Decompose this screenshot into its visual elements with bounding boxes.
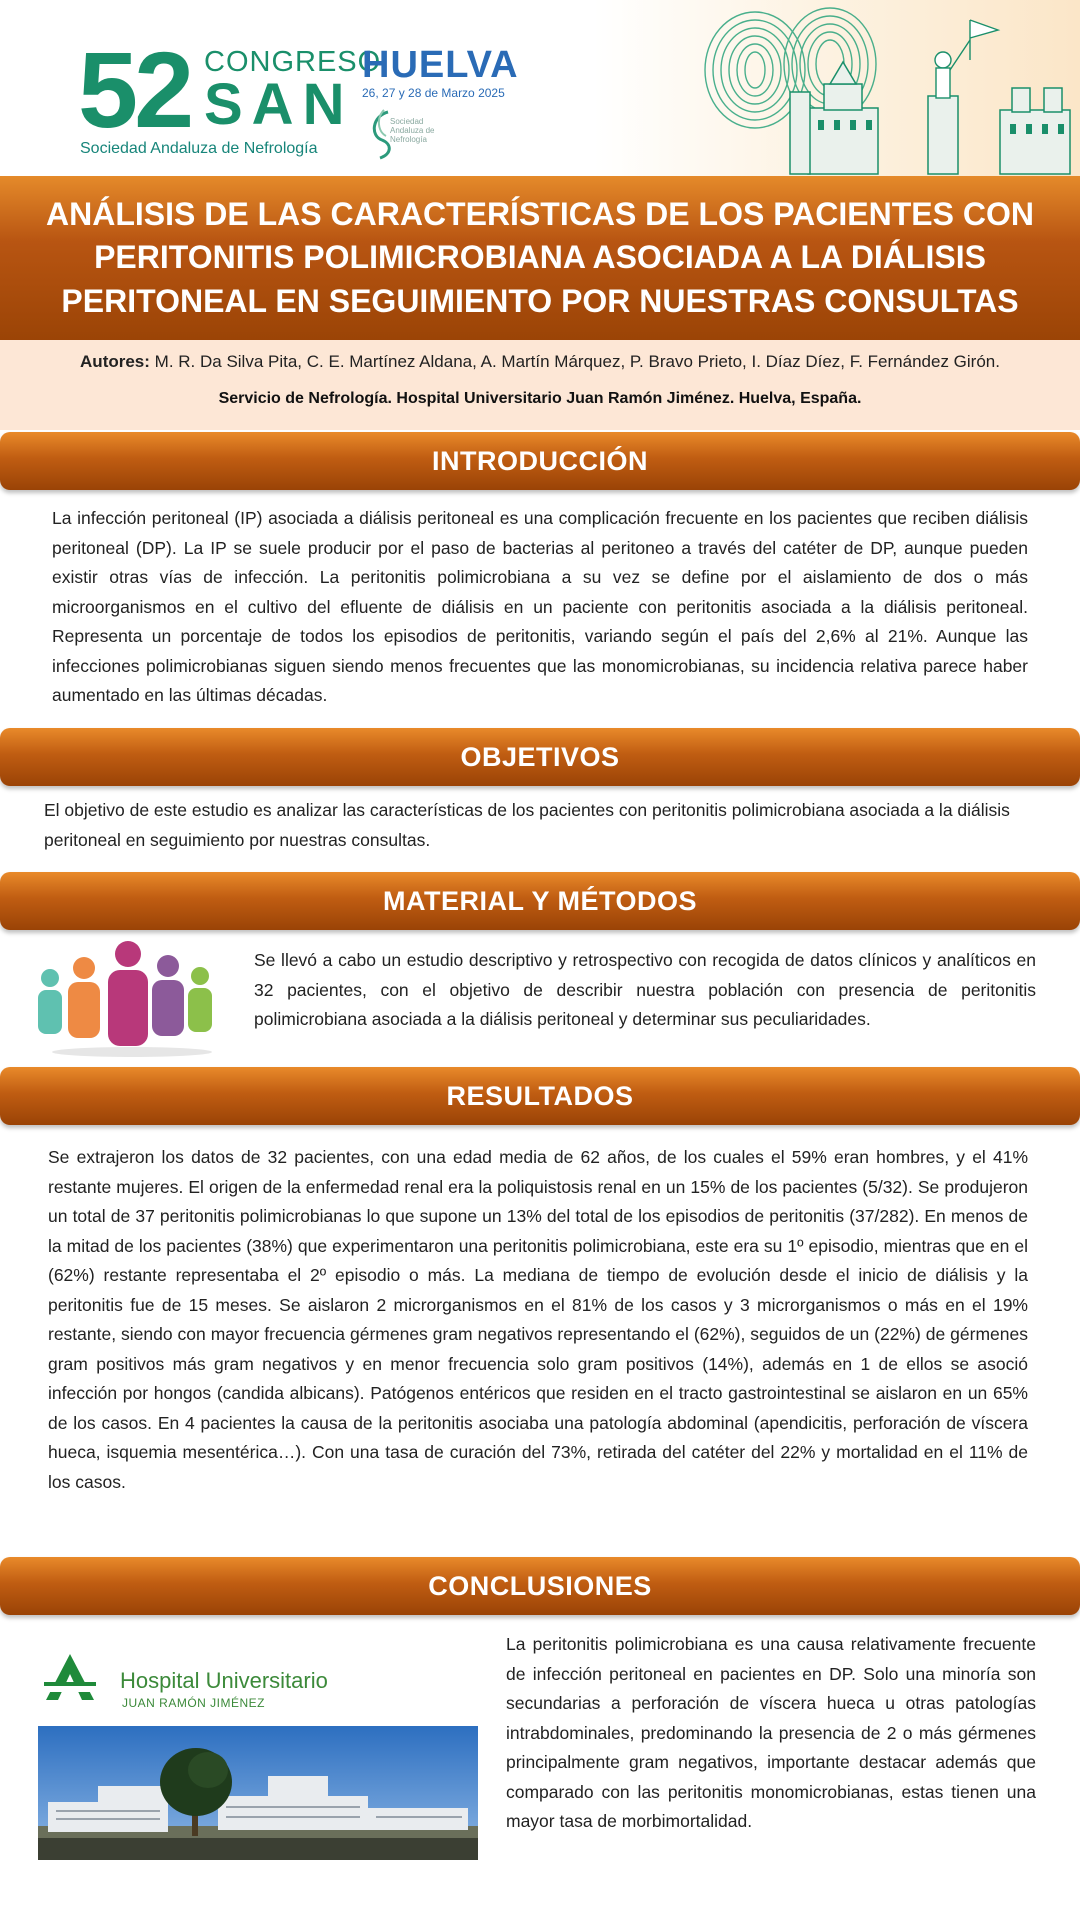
section-header-resultados	[0, 1067, 1080, 1125]
congress-number: 52	[78, 29, 191, 150]
people-group-icon	[28, 940, 228, 1060]
society-name: Sociedad Andaluza de Nefrología	[80, 140, 318, 157]
section-title: CONCLUSIONES	[428, 1570, 652, 1601]
poster-header	[0, 0, 1080, 176]
poster-title-band	[0, 176, 1080, 340]
authors-names: M. R. Da Silva Pita, C. E. Martínez Aldana, A. Martín Márquez, P. Bravo Prieto, I. Díaz Díez, F. Fernández Girón.	[149, 352, 1000, 371]
section-header-metodos	[0, 872, 1080, 930]
section-title: OBJETIVOS	[460, 741, 620, 772]
intro-text: La infección peritoneal (IP) asociada a diálisis peritoneal es una complicación frecuente en los pacientes que reciben diálisis peritoneal (DP). La IP se suele producir por el paso de bacterias al peritoneo a través del catéter de DP, aunque pueden existir otras vías de infección. La peritonitis polimicrobiana a su vez se define por el aislamiento de dos o más microorganismos en el cultivo del efluente de diálisis en un paciente con peritonitis asociada a la diálisis peritoneal. Representa un porcentaje de todos los episodios de peritonitis, variando según el país del 2,6% al 21%. Aunque las infecciones polimicrobianas siguen siendo menos frecuentes que las monomicrobianas, su incidencia relativa parece haber aumentado en las últimas décadas.	[52, 508, 1028, 705]
congress-dates: 26, 27 y 28 de Marzo 2025	[362, 86, 505, 100]
authors-block	[0, 340, 1080, 430]
section-title: MATERIAL Y MÉTODOS	[382, 885, 698, 916]
objectives-text: El objetivo de este estudio es analizar las características de los pacientes con peritonitis polimicrobiana asociada a la diálisis peritoneal en seguimiento por nuestras consultas.	[44, 800, 1010, 850]
authors-line	[0, 352, 1080, 372]
hospital-photo	[38, 1726, 478, 1860]
san-logo-text: Sociedad Andaluza de Nefrología	[390, 117, 435, 144]
conclusions-text: La peritonitis polimicrobiana es una causa relativamente frecuente de infección peritoneal en pacientes en DP. Solo una minoría son secundarias a perforación de víscera hueca u otras patologías intrabdominales, predominando la presencia de 2 o más gérmenes principalmente gram negativos, importante destacar además que comparado con las peritonitis monomicrobianas, estas tienen una mayor tasa de morbimortalidad.	[506, 1634, 1036, 1831]
junta-andalucia-logo-icon	[40, 1650, 100, 1706]
hospital-name: Hospital Universitario	[120, 1668, 328, 1693]
section-header-objetivos	[0, 728, 1080, 786]
san-label: SAN	[204, 72, 354, 137]
section-title: INTRODUCCIÓN	[432, 445, 648, 476]
authors-label: Autores:	[80, 352, 150, 371]
congress-city: HUELVA	[362, 44, 519, 86]
section-header-conclusiones	[0, 1557, 1080, 1615]
poster-title: ANÁLISIS DE LAS CARACTERÍSTICAS DE LOS PACIENTES CON PERITONITIS POLIMICROBIANA ASOCIADA A LA DIÁLISIS PERITONEAL EN SEGUIMIENTO POR NUESTRAS CONSULTAS	[46, 196, 1034, 319]
huelva-monuments-illustration	[700, 0, 1080, 176]
results-text: Se extrajeron los datos de 32 pacientes, con una edad media de 62 años, de los cuales el 59% eran hombres, y el 41% restante mujeres. El origen de la enfermedad renal era la poliquistosis renal en un 15% de los pacientes (5/32). Se produjeron un total de 37 peritonitis polimicrobianas lo que supone un 13% del total de los episodios de peritonitis (37/282). En menos de la mitad de los pacientes (38%) que experimentaron una peritonitis polimicrobiana, este era su 1º episodio, mientras que en el (62%) restante representaba el 2º episodio o más. La mediana de tiempo de evolución desde el inicio de diálisis y la peritonitis fue de 15 meses. Se aislaron 2 microrganismos en el 81% de los casos y 3 microrganismos o más en el 19% restante, siendo con mayor frecuencia gérmenes gram negativos representando el (62%), seguidos de un (22%) de gérmenes gram positivos más gram negativos y en menor frecuencia solo gram positivos (14%), además en 1 de ellos se asoció infección por hongos (candida albicans). Patógenos entéricos que residen en el tracto gastrointestinal se aislaron en un 65% de los casos. En 4 pacientes la causa de la peritonitis asociaba una patología abdominal (apendicitis, perforación de víscera hueca, isquemia mesentérica…). Con una tasa de curación del 73%, retirada del catéter del 22% y mortalidad en el 11% de los casos.	[48, 1147, 1028, 1492]
affiliation: Servicio de Nefrología. Hospital Universitario Juan Ramón Jiménez. Huelva, España.	[218, 390, 862, 407]
section-header-introduccion	[0, 432, 1080, 490]
methods-text: Se llevó a cabo un estudio descriptivo y retrospectivo con recogida de datos clínicos y analíticos en 32 pacientes, con el objetivo de describir nuestra población con presencia de peritonitis polimicrobiana asociada a la diálisis peritoneal y determinar sus peculiaridades.	[254, 950, 1036, 1029]
section-title: RESULTADOS	[446, 1080, 634, 1111]
hospital-subtitle: JUAN RAMÓN JIMÉNEZ	[122, 1696, 266, 1710]
congreso-label: CONGRESO	[204, 46, 382, 78]
